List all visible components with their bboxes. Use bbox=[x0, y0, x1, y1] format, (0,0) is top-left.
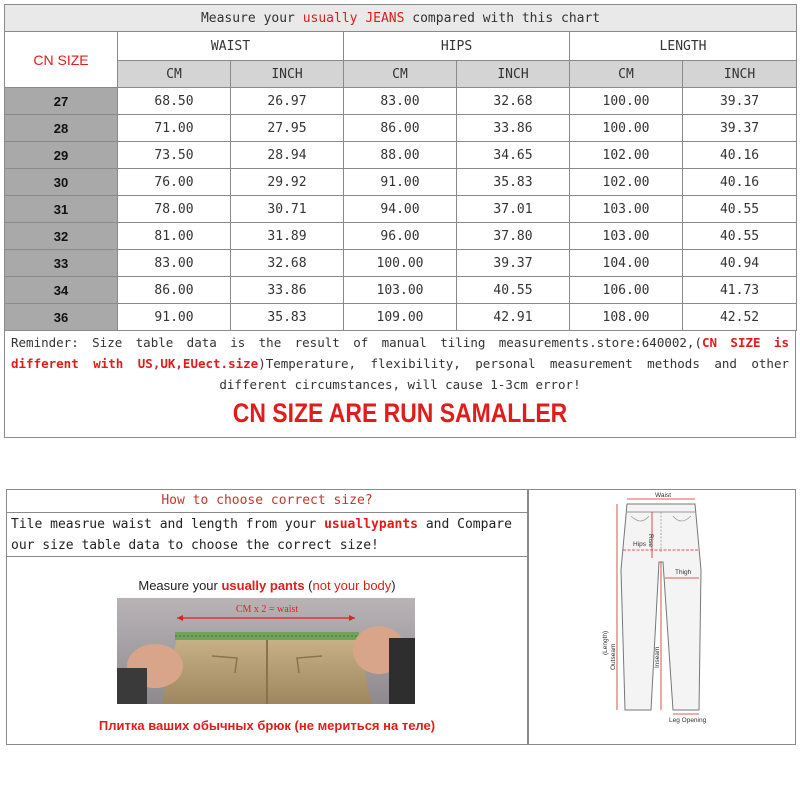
measurement-cell: 42.52 bbox=[683, 304, 797, 331]
measurement-cell: 100.00 bbox=[344, 250, 457, 277]
measure-label: Measure your usually pants (not your body) bbox=[138, 578, 396, 593]
waist-label: Waist bbox=[655, 492, 672, 499]
measurement-cell: 76.00 bbox=[118, 169, 231, 196]
measurement-cell: 103.00 bbox=[344, 277, 457, 304]
thigh-label: Thigh bbox=[675, 569, 692, 576]
table-row bbox=[5, 115, 797, 142]
measurement-cell: 31.89 bbox=[231, 223, 344, 250]
leg-opening-label: Leg Opening bbox=[669, 717, 707, 724]
measurement-cell: 78.00 bbox=[118, 196, 231, 223]
run-smaller-banner: CN SIZE ARE RUN SAMALLER bbox=[232, 398, 568, 428]
measurement-cell: 30.71 bbox=[231, 196, 344, 223]
pants-diagram bbox=[529, 490, 795, 744]
measurement-cell: 86.00 bbox=[344, 115, 457, 142]
measurement-cell: 71.00 bbox=[118, 115, 231, 142]
measurement-cell: 40.55 bbox=[457, 277, 570, 304]
table-row bbox=[5, 196, 797, 223]
hips-label: Hips bbox=[633, 541, 647, 548]
measurement-cell: 37.01 bbox=[457, 196, 570, 223]
unit-header: INCH bbox=[683, 61, 797, 88]
how-to-title: How to choose correct size? bbox=[7, 490, 527, 513]
measurement-cell: 88.00 bbox=[344, 142, 457, 169]
measurement-cell: 39.37 bbox=[683, 115, 797, 142]
size-cell: 32 bbox=[5, 223, 118, 250]
measurement-cell: 26.97 bbox=[231, 88, 344, 115]
measurement-cell: 42.91 bbox=[457, 304, 570, 331]
divider bbox=[7, 556, 527, 557]
unit-header: CM bbox=[118, 61, 231, 88]
table-row bbox=[5, 277, 797, 304]
outseam-label: Outseam bbox=[610, 643, 617, 670]
size-cell: 36 bbox=[5, 304, 118, 331]
size-cell: 27 bbox=[5, 88, 118, 115]
measurement-cell: 41.73 bbox=[683, 277, 797, 304]
measurement-cell: 94.00 bbox=[344, 196, 457, 223]
size-cell: 28 bbox=[5, 115, 118, 142]
measurement-cell: 32.68 bbox=[457, 88, 570, 115]
measurement-cell: 104.00 bbox=[570, 250, 683, 277]
how-to-description: Tile measrue waist and length from your usuallypants and Compare our size table data to choose the correct size! bbox=[11, 517, 512, 553]
size-cell: 29 bbox=[5, 142, 118, 169]
measurement-cell: 102.00 bbox=[570, 169, 683, 196]
reminder-text: Reminder: Size table data is the result of manual tiling measurements.store:640002,(CN SIZE is different with US,UK,EUect.size)Temperature, flexibility, personal measurement methods and other different circumstances, will cause 1-3cm error! bbox=[11, 335, 790, 392]
measurement-cell: 108.00 bbox=[570, 304, 683, 331]
measurement-cell: 27.95 bbox=[231, 115, 344, 142]
measurement-cell: 103.00 bbox=[570, 223, 683, 250]
table-title: Measure your usually JEANS compared with this chart bbox=[5, 5, 797, 32]
size-cell: 31 bbox=[5, 196, 118, 223]
waist-header: WAIST bbox=[118, 32, 344, 61]
measurement-cell: 40.16 bbox=[683, 169, 797, 196]
measurement-cell: 91.00 bbox=[344, 169, 457, 196]
unit-header: INCH bbox=[231, 61, 344, 88]
length-header: LENGTH bbox=[570, 32, 797, 61]
measurement-cell: 81.00 bbox=[118, 223, 231, 250]
measurement-cell: 39.37 bbox=[457, 250, 570, 277]
unit-header: CM bbox=[344, 61, 457, 88]
measurement-cell: 83.00 bbox=[344, 88, 457, 115]
how-to-choose-box bbox=[6, 489, 528, 745]
rise-label: Rise bbox=[647, 534, 654, 548]
measurement-cell: 96.00 bbox=[344, 223, 457, 250]
length-label: (Length) bbox=[602, 630, 609, 655]
measurement-cell: 29.92 bbox=[231, 169, 344, 196]
measurement-cell: 40.94 bbox=[683, 250, 797, 277]
measurement-cell: 86.00 bbox=[118, 277, 231, 304]
measurement-cell: 28.94 bbox=[231, 142, 344, 169]
measurement-cell: 73.50 bbox=[118, 142, 231, 169]
measurement-cell: 102.00 bbox=[570, 142, 683, 169]
measurement-cell: 100.00 bbox=[570, 115, 683, 142]
measurement-cell: 103.00 bbox=[570, 196, 683, 223]
unit-header: CM bbox=[570, 61, 683, 88]
reminder-box bbox=[4, 330, 796, 438]
table-row bbox=[5, 223, 797, 250]
size-chart-table bbox=[4, 4, 797, 331]
measurement-cell: 40.55 bbox=[683, 196, 797, 223]
measurement-cell: 109.00 bbox=[344, 304, 457, 331]
russian-caption: Плитка ваших обычных брюк (не мериться на теле) bbox=[98, 718, 436, 733]
size-cell: 34 bbox=[5, 277, 118, 304]
measurement-cell: 68.50 bbox=[118, 88, 231, 115]
cn-size-header: CN SIZE bbox=[5, 32, 118, 88]
measurement-cell: 83.00 bbox=[118, 250, 231, 277]
inseam-label: Inseam bbox=[654, 646, 661, 668]
table-row bbox=[5, 142, 797, 169]
measurement-cell: 37.80 bbox=[457, 223, 570, 250]
table-row bbox=[5, 304, 797, 331]
size-cell: 33 bbox=[5, 250, 118, 277]
measurement-cell: 33.86 bbox=[231, 277, 344, 304]
measurement-cell: 106.00 bbox=[570, 277, 683, 304]
photo-label: CM x 2 = waist bbox=[235, 604, 299, 615]
unit-header: INCH bbox=[457, 61, 570, 88]
measurement-cell: 35.83 bbox=[231, 304, 344, 331]
measurement-cell: 33.86 bbox=[457, 115, 570, 142]
measurement-cell: 40.16 bbox=[683, 142, 797, 169]
table-row bbox=[5, 169, 797, 196]
measurement-cell: 40.55 bbox=[683, 223, 797, 250]
pants-diagram-box bbox=[528, 489, 796, 745]
table-row bbox=[5, 250, 797, 277]
measurement-cell: 35.83 bbox=[457, 169, 570, 196]
measurement-cell: 34.65 bbox=[457, 142, 570, 169]
measurement-cell: 39.37 bbox=[683, 88, 797, 115]
measurement-cell: 91.00 bbox=[118, 304, 231, 331]
table-row bbox=[5, 88, 797, 115]
hips-header: HIPS bbox=[344, 32, 570, 61]
size-cell: 30 bbox=[5, 169, 118, 196]
measurement-cell: 100.00 bbox=[570, 88, 683, 115]
measuring-pants-photo bbox=[117, 598, 415, 704]
measurement-cell: 32.68 bbox=[231, 250, 344, 277]
